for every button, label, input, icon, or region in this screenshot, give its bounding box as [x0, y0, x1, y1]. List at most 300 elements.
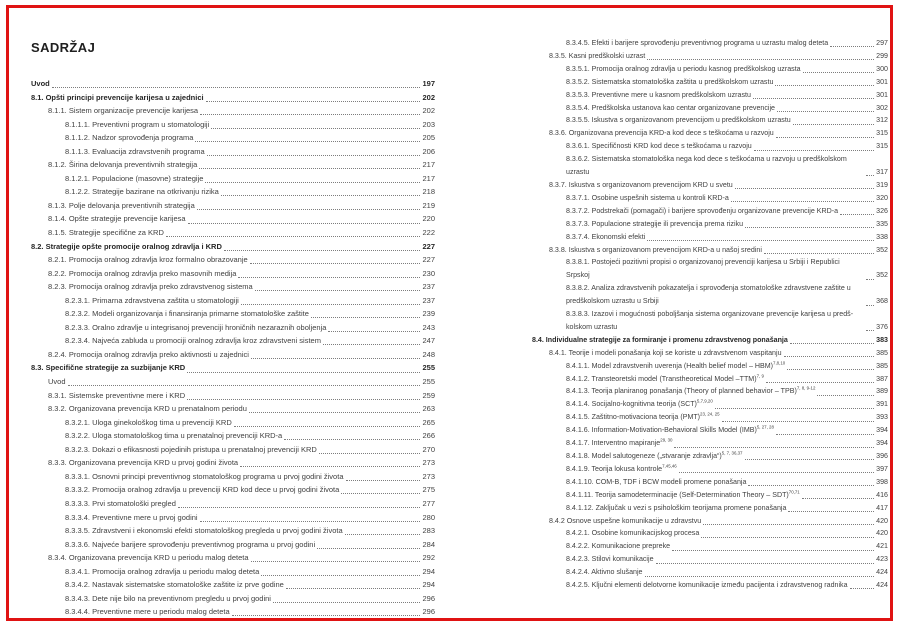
toc-page-number: 227	[422, 241, 435, 251]
toc-entry	[31, 77, 435, 91]
toc-entry	[532, 114, 888, 127]
toc-leader-dots	[866, 175, 874, 176]
toc-page-number: 203	[422, 119, 435, 129]
toc-page-number: 391	[876, 400, 888, 409]
toc-entry	[31, 551, 435, 565]
toc-entry	[532, 231, 888, 244]
toc-entry	[31, 240, 435, 254]
toc-entry-text: 8.3.2.2. Uloga stomatološkog tima u prenatalnoj prevenciji KRD-a	[65, 431, 283, 441]
toc-entry	[31, 497, 435, 511]
toc-page-number: 398	[876, 477, 888, 486]
toc-entry-text: 8.1.1. Sistem organizacije prevencije karijesa	[48, 106, 199, 116]
toc-page-number: 338	[876, 232, 888, 241]
toc-page-number: 219	[422, 200, 435, 210]
toc-leader-dots	[251, 358, 421, 359]
toc-leader-dots	[850, 588, 875, 589]
toc-entry	[532, 244, 888, 257]
toc-leader-dots	[679, 472, 874, 473]
toc-page-number: 237	[422, 282, 435, 292]
toc-entry-text: 8.3.1. Sistemske preventivne mere i KRD	[48, 390, 186, 400]
toc-entry-text: 8.3.2.3. Dokazi o efikasnosti pojedinih pristupa u prenatalnoj prevenciji KRD	[65, 444, 317, 454]
toc-page-number: 205	[422, 133, 435, 143]
toc-entry-text: 8.4.1.12. Zaključak u vezi s psihološkim teorijama promene ponašanja	[566, 503, 787, 512]
toc-page-number: 299	[876, 51, 888, 60]
toc-leader-dots	[255, 290, 421, 291]
toc-entry-text: 8.4.1.5. Zaštitno-motivaciona teorija (PMT)$^{23, 24, 25}$	[566, 411, 720, 422]
toc-page-number: 202	[422, 92, 435, 102]
toc-page-number: 424	[876, 581, 888, 590]
toc-page-number: 383	[876, 335, 888, 344]
toc-leader-dots	[207, 155, 421, 156]
toc-entry-text: 8.2.3.1. Primarna zdravstvena zaštita u stomatologiji	[65, 295, 239, 305]
toc-entry	[31, 361, 435, 375]
toc-entry	[532, 37, 888, 50]
toc-entry	[532, 489, 888, 502]
toc-page-number: 217	[422, 173, 435, 183]
toc-leader-dots	[319, 453, 421, 454]
toc-page-number: 222	[422, 228, 435, 238]
toc-entry-text: 8.3.3.3. Prvi stomatološki pregled	[65, 498, 176, 508]
toc-page-number: 352	[876, 271, 888, 280]
toc-entry	[31, 565, 435, 579]
toc-entry	[532, 218, 888, 231]
toc-page-number: 230	[422, 268, 435, 278]
toc-page-number: 420	[876, 529, 888, 538]
toc-leader-dots	[745, 459, 875, 460]
toc-entry	[31, 145, 435, 159]
toc-entry-text: 8.3.2.1. Uloga ginekološkog tima u prevenciji KRD	[65, 417, 232, 427]
toc-leader-dots	[187, 372, 420, 373]
toc-page-number: 385	[876, 348, 888, 357]
toc-leader-dots	[701, 537, 874, 538]
toc-page-number: 393	[876, 413, 888, 422]
toc-page-number: 417	[876, 503, 888, 512]
toc-entry-text: 8.3.4.1. Promocija oralnog zdravlja u periodu malog deteta	[65, 566, 260, 576]
toc-leader-dots	[311, 317, 421, 318]
toc-entry-text: 8.4.1. Teorije i modeli ponašanja koji se koriste u zdravstvenom vaspitanju	[549, 348, 782, 357]
toc-leader-dots	[645, 576, 875, 577]
toc-page-number: 376	[876, 322, 888, 331]
toc-entry	[532, 179, 888, 192]
toc-entry-text: 8.3.4.3. Dete nije bilo na preventivnom pregledu u prvoj godini	[65, 593, 271, 603]
toc-page-number: 247	[422, 336, 435, 346]
toc-page-number: 239	[422, 309, 435, 319]
toc-page-number: 420	[876, 516, 888, 525]
toc-entry-text: 8.3.3. Organizovana prevencija KRD u prvoj godini života	[48, 458, 239, 468]
toc-leader-dots	[817, 395, 874, 396]
toc-page-number: 296	[422, 607, 435, 617]
toc-entry	[31, 334, 435, 348]
toc-entry-text: 8.2.4. Promocija oralnog zdravlja preko aktivnosti u zajednici	[48, 349, 249, 359]
toc-entry	[31, 538, 435, 552]
toc-page-number: 319	[876, 180, 888, 189]
toc-leader-dots	[206, 101, 421, 102]
toc-entry-text: 8.2.3.2. Modeli organizovanja i finansiranja primarne stomatološke zaštite	[65, 309, 309, 319]
toc-entry-text: 8.4. Individualne strategije za formiranje i promenu zdravstvenog ponašanja	[532, 335, 788, 344]
toc-reference-superscript: 70,71	[788, 489, 800, 495]
toc-leader-dots	[793, 124, 874, 125]
toc-leader-dots	[341, 493, 420, 494]
toc-entry-text: 8.3.5. Kasni predškolski uzrast	[549, 51, 646, 60]
toc-leader-dots	[52, 87, 421, 88]
toc-leader-dots	[178, 507, 421, 508]
toc-entry-text: 8.1.2.1. Populacione (masovne) strategije	[65, 173, 204, 183]
toc-leader-dots	[766, 382, 874, 383]
toc-entry	[31, 348, 435, 362]
toc-page-number: 284	[422, 539, 435, 549]
toc-entry	[532, 373, 888, 386]
toc-entry	[31, 226, 435, 240]
toc-page-number: 294	[422, 580, 435, 590]
toc-page-number: 273	[422, 471, 435, 481]
toc-page-number: 270	[422, 444, 435, 454]
toc-leader-dots	[317, 548, 420, 549]
toc-leader-dots	[784, 356, 875, 357]
toc-leader-dots	[840, 214, 874, 215]
toc-leader-dots	[830, 46, 874, 47]
toc-page-number: 368	[876, 297, 888, 306]
toc-reference-superscript: 5, 7, 36,37	[721, 450, 743, 456]
toc-leader-dots	[346, 480, 421, 481]
toc-entry-text: 8.4.1.1. Model zdravstvenih uverenja (Health belief model – HBM)$^{7,8,10}$	[566, 360, 786, 370]
toc-entry-text: 8.1.4. Opšte strategije prevencije karijesa	[48, 214, 186, 224]
toc-page-number: 275	[422, 485, 435, 495]
toc-entry-text: 8.3.3.6. Najveće barijere sprovođenju preventivnog programa u prvoj godini	[65, 539, 316, 549]
toc-page-number: 292	[422, 553, 435, 563]
toc-entry	[31, 443, 435, 457]
toc-reference-superscript: 23, 24, 25	[700, 411, 720, 417]
toc-entry	[31, 212, 435, 226]
toc-entry	[532, 102, 888, 115]
toc-entry	[532, 153, 888, 179]
toc-page-number: 335	[876, 219, 888, 228]
toc-entry	[532, 527, 888, 540]
toc-leader-dots	[748, 485, 874, 486]
toc-entry-text: 8.3.5.4. Predškolska ustanova kao centar organizovane prevencije	[566, 103, 775, 112]
toc-page-number: 280	[422, 512, 435, 522]
toc-leader-dots	[328, 331, 420, 332]
toc-entry-text: 8.1.1.1. Preventivni program u stomatologiji	[65, 119, 210, 129]
toc-page-number: 394	[876, 439, 888, 448]
toc-leader-dots	[735, 188, 874, 189]
toc-entry	[532, 192, 888, 205]
toc-page-number: 202	[422, 106, 435, 116]
toc-entry-text: 8.4.1.3. Teorija planiranog ponašanja (Theory of planned behavior – TPB)$^{7, 8, 9-12}$	[566, 386, 816, 396]
toc-leader-dots	[249, 412, 421, 413]
toc-leader-dots	[803, 72, 875, 73]
toc-entry	[532, 579, 888, 592]
toc-entry-text: 8.4.2.2. Komunikacione prepreke	[566, 542, 671, 551]
toc-entry-text: 8.3.4. Organizovana prevencija KRD u periodu malog deteta	[48, 553, 249, 563]
toc-leader-dots	[754, 150, 874, 151]
toc-page-number: 317	[876, 168, 888, 177]
toc-page-left	[31, 40, 435, 619]
toc-reference-superscript: 7, 8, 9-12	[796, 386, 816, 392]
toc-entry	[532, 89, 888, 102]
toc-entry	[31, 429, 435, 443]
toc-entry-text: 8.4.1.7. Interventno mapiranje$^{29, 30}$	[566, 437, 673, 448]
toc-page-number: 217	[422, 160, 435, 170]
toc-leader-dots	[211, 128, 420, 129]
toc-entry-text: 8.3.7.3. Populacione strategije ili prevencija prema riziku	[566, 219, 744, 228]
toc-page-number: 397	[876, 464, 888, 473]
toc-entry	[31, 267, 435, 281]
toc-page-number: 320	[876, 193, 888, 202]
toc-leader-dots	[195, 141, 420, 142]
toc-entry-text: 8.3.3.1. Osnovni principi preventivnog stomatološkog programa u prvoj godini života	[65, 471, 344, 481]
toc-entry	[532, 476, 888, 489]
toc-leader-dots	[647, 240, 874, 241]
toc-leader-dots	[777, 111, 874, 112]
toc-leader-dots	[753, 98, 874, 99]
toc-entry	[532, 502, 888, 515]
toc-page-number: 277	[422, 498, 435, 508]
toc-entry-text: 8.2.2. Promocija oralnog zdravlja preko masovnih medija	[48, 268, 237, 278]
toc-leader-dots	[286, 588, 421, 589]
toc-entry	[31, 307, 435, 321]
toc-entry	[31, 91, 435, 105]
toc-entry-text: 8.4.2.3. Stilovi komunikacije	[566, 555, 654, 564]
toc-leader-dots	[205, 182, 420, 183]
toc-entry	[532, 398, 888, 411]
toc-reference-superscript: 29, 30	[660, 437, 673, 443]
toc-entry-text: 8.3.5.3. Preventivne mere u kasnom predškolskom uzrastu	[566, 90, 751, 99]
toc-entry-text: 8.2.3. Promocija oralnog zdravlja preko zdravstvenog sistema	[48, 282, 253, 292]
toc-entry	[532, 205, 888, 218]
toc-entry-text: 8.4.2 Osnove uspešne komunikacije u zdravstvu	[549, 516, 702, 525]
toc-entry-text: 8.4.2.5. Ključni elementi delotvorne komunikacije između pacijenta i zdravstvenog radnika	[566, 581, 848, 590]
toc-leader-dots	[232, 615, 421, 616]
toc-entry	[31, 104, 435, 118]
toc-entry-text: 8.4.1.2. Transteoretski model (Transtheoretical Model –TTM)$^{7, 9}$	[566, 373, 764, 383]
toc-entry-text: Uvod	[31, 79, 50, 88]
toc-entry-text: 8.4.2.1. Osobine komunikacijskog procesa	[566, 529, 700, 538]
toc-leader-dots	[802, 498, 874, 499]
toc-leader-dots	[776, 137, 874, 138]
toc-entry-text: 8.2.3.3. Oralno zdravlje u integrisanoj prevenciji hroničnih nezaraznih oboljenja	[65, 322, 327, 332]
toc-entry-text: 8.2. Strategije opšte promocije oralnog zdravlja i KRD	[31, 241, 222, 251]
toc-entry	[31, 118, 435, 132]
toc-entry-text: 8.1.2. Širina delovanja preventivnih strategija	[48, 160, 198, 170]
toc-entry-text: Uvod	[48, 377, 66, 387]
toc-entry	[31, 416, 435, 430]
toc-entry	[532, 347, 888, 360]
toc-entry-text: 8.1. Opšti principi prevencije karijesa u zajednici	[31, 92, 204, 102]
toc-entry-text: 8.3.3.5. Zdravstveni i ekonomski efekti stomatološkog pregleda u prvoj godini života	[65, 526, 343, 536]
toc-page-number: 265	[422, 417, 435, 427]
toc-entry	[532, 256, 888, 282]
toc-entry	[532, 437, 888, 450]
toc-entry	[532, 50, 888, 63]
toc-entry-text: 8.3.4.2. Nastavak sistematske stomatološke zaštite iz prve godine	[65, 580, 284, 590]
toc-page-number: 300	[876, 64, 888, 73]
toc-leader-dots	[323, 344, 421, 345]
toc-leader-dots	[866, 305, 874, 306]
toc-page-number: 312	[876, 116, 888, 125]
toc-entry-text: 8.1.1.2. Nadzor sprovođenja programa	[65, 133, 194, 143]
toc-page-number: 423	[876, 555, 888, 564]
toc-entries-left	[31, 77, 435, 619]
toc-leader-dots	[261, 575, 420, 576]
toc-entry	[31, 456, 435, 470]
toc-entry-text: 8.3.3.2. Promocija oralnog zdravlja u prevenciji KRD kod dece u prvoj godini života	[65, 485, 340, 495]
toc-entry-text: 8.3. Specifične strategije za suzbijanje KRD	[31, 363, 186, 373]
toc-entries-right	[532, 37, 888, 592]
toc-entry	[532, 140, 888, 153]
toc-entry	[31, 470, 435, 484]
toc-entry	[532, 450, 888, 463]
toc-page-number: 248	[422, 349, 435, 359]
toc-leader-dots	[722, 421, 875, 422]
toc-leader-dots	[199, 168, 420, 169]
toc-entry	[31, 294, 435, 308]
toc-leader-dots	[703, 524, 874, 525]
toc-entry	[31, 172, 435, 186]
toc-entry-text: 8.3.4.5. Efekti i barijere sprovođenju preventivnog programa u uzrastu malog deteta	[566, 39, 829, 47]
toc-leader-dots	[187, 399, 420, 400]
toc-entry-text: 8.3.8.3. Izazovi i mogućnosti poboljšanja sistema organizovane prevencije karijesa u predškolskom uzrastu	[566, 310, 854, 331]
toc-page-number: 326	[876, 206, 888, 215]
toc-entry-text: 8.3.3.4. Preventivne mere u prvoj godini	[65, 512, 198, 522]
toc-entry	[31, 402, 435, 416]
toc-page-number: 315	[876, 142, 888, 151]
toc-entry	[532, 515, 888, 528]
toc-entry	[532, 63, 888, 76]
toc-entry	[532, 463, 888, 476]
toc-page-number: 255	[422, 377, 435, 387]
toc-page-number: 396	[876, 452, 888, 460]
toc-page-number: 297	[876, 39, 888, 47]
toc-entry	[31, 483, 435, 497]
toc-leader-dots	[241, 304, 421, 305]
toc-page-number: 389	[876, 387, 888, 396]
toc-entry	[31, 389, 435, 403]
toc-page-number: 237	[422, 295, 435, 305]
toc-entry-text: 8.4.1.11. Teorija samodeterminacije (Self-Determination Theory – SDT)$^{70,71}$	[566, 489, 800, 499]
toc-entry-text: 8.2.3.4. Najveća zabluda u promociji oralnog zdravlja kroz zdravstveni sistem	[65, 336, 321, 346]
toc-leader-dots	[238, 277, 420, 278]
toc-entry-text: 8.3.8. Iskustva s organizovanom prevencijom KRD-a u našoj sredini	[549, 245, 762, 254]
toc-page-number: 294	[422, 566, 435, 576]
toc-entry	[31, 592, 435, 606]
toc-entry-text: 8.4.1.8. Model salutogeneze („stvaranje zdravlja“)$^{5, 7, 36,37}$	[566, 450, 743, 460]
toc-entry	[532, 76, 888, 89]
toc-leader-dots	[787, 369, 874, 370]
toc-entry-text: 8.3.7.4. Ekonomski efekti	[566, 232, 646, 241]
toc-entry	[31, 199, 435, 213]
toc-entry-text: 8.3.6. Organizovana prevencija KRD-a kod dece s teškoćama u razvoju	[549, 129, 774, 138]
toc-reference-superscript: 7,45,46	[662, 463, 677, 469]
toc-reference-superscript: 7,8,10	[773, 360, 786, 366]
toc-entry-text: 8.1.2.2. Strategije bazirane na otkrivanju rizika	[65, 187, 219, 197]
toc-entry-text: 8.3.7. Iskustva s organizovanom prevencijom KRD u svetu	[549, 180, 733, 189]
toc-leader-dots	[866, 279, 874, 280]
toc-page-number: 296	[422, 593, 435, 603]
toc-entry	[31, 605, 435, 619]
toc-page-number: 273	[422, 458, 435, 468]
toc-entry-text: 8.3.8.1. Postojeći pozitivni propisi o organizovanoj prevenciji karijesa u Srbiji i Republici Srpskoj	[566, 258, 840, 280]
toc-leader-dots	[197, 209, 421, 210]
toc-entry-text: 8.3.5.1. Promocija oralnog zdravlja u periodu kasnog predškolskog uzrasta	[566, 64, 801, 73]
toc-entry	[31, 321, 435, 335]
toc-entry	[532, 411, 888, 424]
toc-entry	[31, 511, 435, 525]
toc-leader-dots	[234, 426, 421, 427]
toc-page-number: 243	[422, 322, 435, 332]
toc-leader-dots	[200, 521, 421, 522]
toc-leader-dots	[345, 534, 421, 535]
toc-entry-text: 8.3.2. Organizovana prevencija KRD u prenatalnom periodu	[48, 404, 247, 414]
toc-leader-dots	[674, 447, 874, 448]
toc-page-right	[532, 37, 888, 592]
toc-page-number: 301	[876, 90, 888, 99]
toc-entry-text: 8.4.1.4. Socijalno-kognitivna teorija (SCT)$^{5,7,9,20}$	[566, 399, 713, 409]
toc-leader-dots	[284, 439, 420, 440]
toc-entry-text: 8.3.5.5. Iskustva s organizovanom prevencijom u predškolskom uzrastu	[566, 116, 791, 125]
toc-reference-superscript: 5, 27, 28	[756, 424, 774, 430]
toc-page-number: 220	[422, 214, 435, 224]
toc-page-number: 352	[876, 245, 888, 254]
toc-page-number: 263	[422, 404, 435, 414]
toc-leader-dots	[273, 602, 421, 603]
toc-page-number: 315	[876, 129, 888, 138]
toc-title: SADRŽAJ	[31, 40, 96, 55]
toc-entry	[532, 566, 888, 579]
toc-entry	[31, 158, 435, 172]
toc-leader-dots	[790, 343, 874, 344]
toc-entry-text: 8.3.6.1. Specifičnosti KRD kod dece s teškoćama u razvoju	[566, 142, 752, 151]
toc-leader-dots	[745, 227, 874, 228]
toc-page-number: 394	[876, 426, 888, 435]
toc-entry-text: 8.3.8.2. Analiza zdravstvenih pokazatelja i sprovođenja stomatološke zdravstvene zaštite u predškolskom uzrastu u Srbiji	[566, 284, 851, 306]
toc-entry	[532, 553, 888, 566]
toc-entry	[31, 280, 435, 294]
toc-page-number: 227	[422, 255, 435, 265]
toc-entry	[532, 540, 888, 553]
toc-leader-dots	[250, 263, 421, 264]
toc-entry	[31, 253, 435, 267]
toc-page-number: 385	[876, 361, 888, 370]
toc-leader-dots	[251, 561, 421, 562]
toc-page-number: 259	[422, 390, 435, 400]
toc-entry-text: 8.4.2.4. Aktivno slušanje	[566, 568, 643, 577]
toc-leader-dots	[224, 250, 421, 251]
toc-entry-text: 8.1.3. Polje delovanja preventivnih strategija	[48, 200, 195, 210]
toc-page-number: 421	[876, 542, 888, 551]
toc-reference-superscript: 5,7,9,20	[696, 399, 713, 405]
toc-page-number: 218	[422, 187, 435, 197]
toc-entry-text: 8.3.7.2. Podstrekači (pomagači) i barijere sprovođenju organizovane prevencije KRD-a	[566, 206, 839, 215]
toc-leader-dots	[221, 195, 421, 196]
toc-entry-text: 8.4.1.10. COM-B, TDF i BCW modeli promene ponašanja	[566, 477, 747, 486]
toc-page-number: 302	[876, 103, 888, 112]
toc-entry	[532, 424, 888, 437]
toc-page-number: 424	[876, 568, 888, 577]
toc-leader-dots	[775, 85, 874, 86]
toc-entry-text: 8.1.5. Strategije specifične za KRD	[48, 228, 164, 238]
toc-entry-text: 8.3.4.4. Preventivne mere u periodu malog deteta	[65, 607, 230, 617]
toc-entry	[532, 282, 888, 308]
toc-entry	[532, 334, 888, 347]
toc-entry	[532, 385, 888, 398]
toc-leader-dots	[68, 385, 421, 386]
toc-leader-dots	[200, 114, 420, 115]
toc-leader-dots	[647, 59, 874, 60]
toc-entry	[31, 131, 435, 145]
toc-entry-text: 8.3.6.2. Sistematska stomatološka nega kod dece s teškoćama u razvoju u predškolskom uzrastu	[566, 155, 847, 177]
toc-leader-dots	[672, 550, 874, 551]
toc-leader-dots	[866, 330, 874, 331]
